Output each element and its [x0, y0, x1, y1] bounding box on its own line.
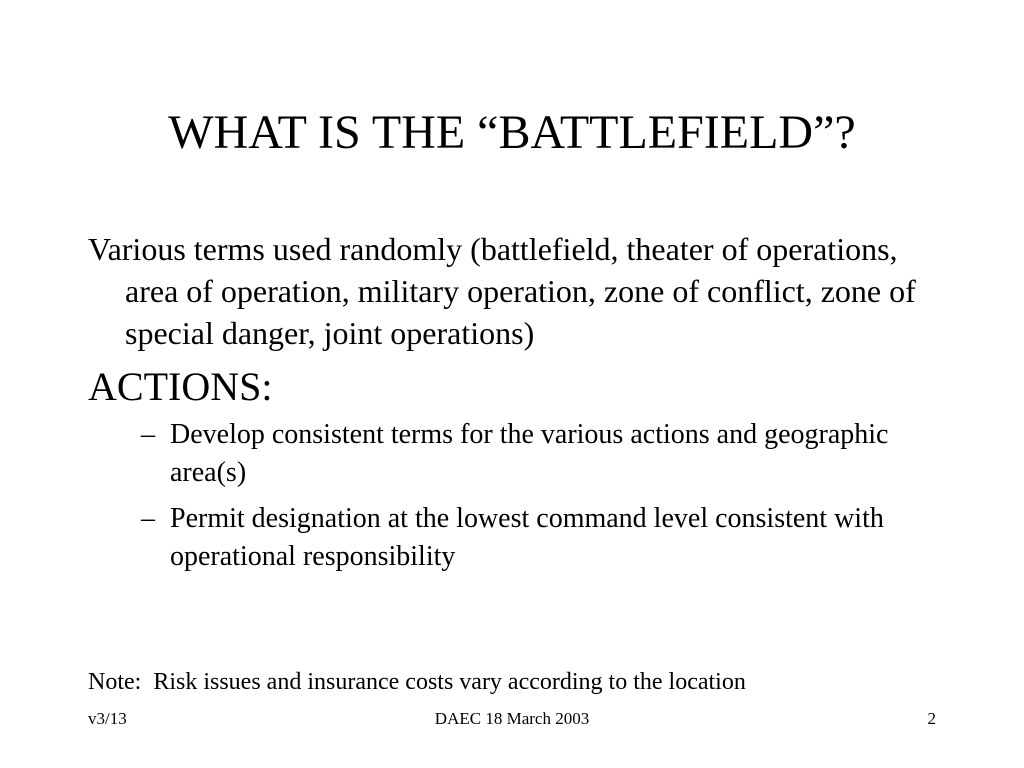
slide-body: [88, 228, 948, 584]
action-text: Permit designation at the lowest command level consistent with operational responsibility: [170, 503, 884, 572]
footer-version: v3/13: [88, 709, 127, 728]
slide-number: 2: [927, 709, 936, 728]
actions-list: [88, 416, 948, 576]
dash-bullet-icon: –: [141, 419, 155, 450]
action-text: Develop consistent terms for the various actions and geographic area(s): [170, 419, 889, 488]
actions-heading: ACTIONS:: [88, 364, 273, 409]
note-text: Note: Risk issues and insurance costs vary according to the location: [88, 669, 746, 695]
intro-paragraph: Various terms used randomly (battlefield, theater of operations, area of operation, military operation, zone of conflict, zone of special danger, joint operations): [88, 231, 916, 351]
list-item: [88, 500, 948, 576]
list-item: [88, 416, 948, 492]
dash-bullet-icon: –: [141, 503, 155, 534]
footer-date: DAEC 18 March 2003: [434, 709, 590, 728]
slide-title: WHAT IS THE “BATTLEFIELD”?: [168, 106, 856, 159]
